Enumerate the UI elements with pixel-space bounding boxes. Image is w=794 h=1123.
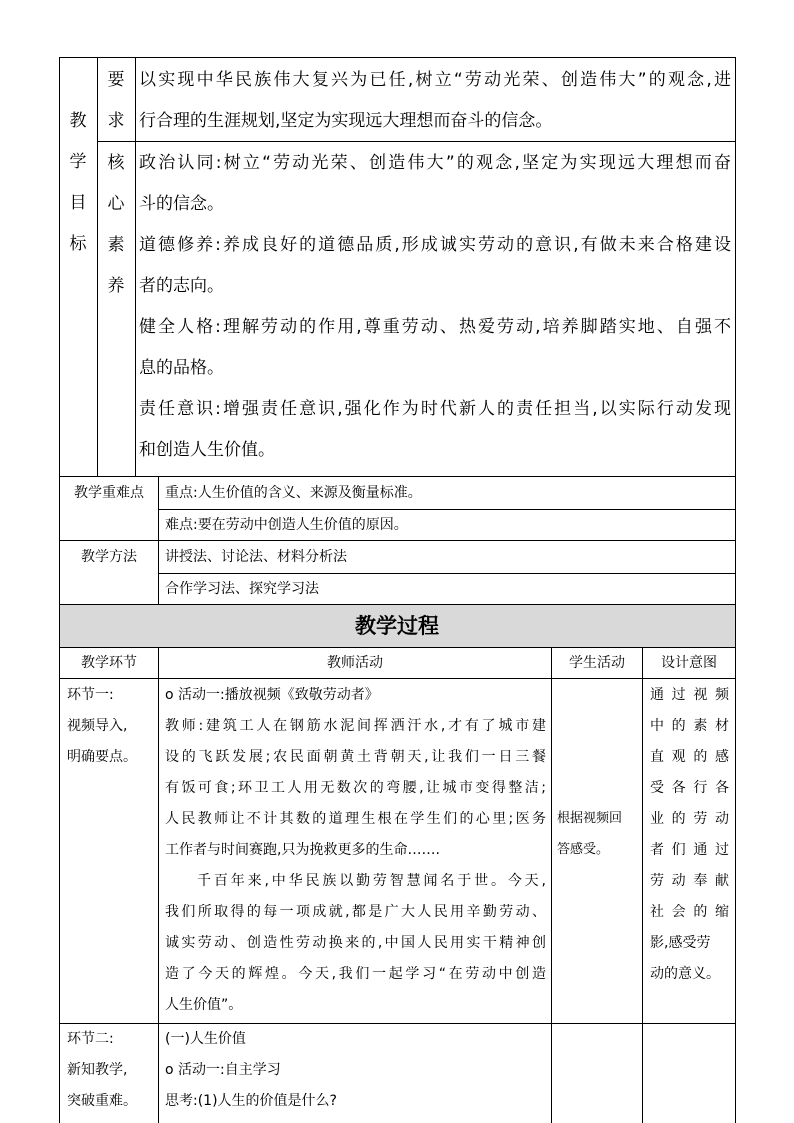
intent-line: 业的劳动 — [650, 811, 729, 827]
intent-line: 受各行各 — [650, 780, 729, 796]
literacy-label-char: 核 — [107, 153, 125, 173]
teacher-line: 教师:建筑工人在钢筋水泥间挥洒汗水,才有了城市建 — [165, 718, 546, 734]
teacher-line: 有饭可食;环卫工人用无数次的弯腰,让城市变得整洁; — [165, 780, 546, 796]
intent-line: 影,感受劳 — [650, 935, 711, 951]
column-header-stage: 教学环节 — [81, 655, 137, 671]
teacher-line: 千百年来,中华民族以勤劳智慧闻名于世。今天, — [197, 873, 546, 889]
teacher-line: 工作者与时间赛跑,只为挽救更多的生命……. — [165, 842, 440, 858]
literacy-line: 政治认同:树立“劳动光荣、创造伟大”的观念,坚定为实现远大理想而奋 — [139, 153, 731, 173]
column-header-intent: 设计意图 — [661, 655, 717, 671]
key-points-label: 教学重难点 — [74, 485, 144, 501]
methods-line: 讲授法、讨论法、材料分析法 — [165, 549, 347, 565]
teacher-activity-2 — [165, 1024, 546, 1117]
requirement-line: 以实现中华民族伟大复兴为已任,树立“劳动光荣、创造伟大”的观念,进 — [139, 70, 731, 90]
teacher-line: o 活动一:自主学习 — [165, 1062, 281, 1078]
teacher-line: o 活动一:播放视频《致敬劳动者》 — [165, 687, 379, 703]
objectives-label-char: 学 — [69, 152, 87, 172]
teacher-line: (一)人生价值 — [165, 1031, 246, 1047]
literacy-line: 道德修养:养成良好的道德品质,形成诚实劳动的意识,有做未来合格建设 — [139, 235, 731, 255]
stage-line: 明确要点。 — [67, 749, 137, 765]
requirement-label-char: 要 — [107, 70, 125, 90]
teacher-line: 设的飞跃发展;农民面朝黄土背朝天,让我们一日三餐 — [165, 749, 546, 765]
intent-line: 劳动奉献 — [650, 873, 729, 889]
requirement-text — [139, 60, 731, 142]
teacher-line: 造了今天的辉煌。今天,我们一起学习“在劳动中创造 — [165, 966, 546, 982]
design-intent-1 — [650, 680, 729, 990]
stage-2 — [67, 1024, 155, 1117]
teacher-line: 诚实劳动、创造性劳动换来的,中国人民用实干精神创 — [165, 935, 546, 951]
literacy-line: 和创造人生价值。 — [139, 440, 275, 460]
key-points-difficulty: 难点:要在劳动中创造人生价值的原因。 — [165, 517, 408, 533]
requirement-line: 行合理的生涯规划,坚定为实现远大理想而奋斗的信念。 — [139, 111, 553, 131]
stage-line: 突破重难。 — [67, 1093, 137, 1109]
methods-line: 合作学习法、探究学习法 — [165, 581, 319, 597]
teacher-activity-1 — [165, 680, 546, 1021]
literacy-label-char: 素 — [107, 235, 125, 255]
process-title: 教学过程 — [355, 614, 439, 638]
column-header-student: 学生活动 — [569, 655, 625, 671]
literacy-line: 健全人格:理解劳动的作用,尊重劳动、热爱劳动,培养脚踏实地、自强不 — [139, 317, 731, 337]
stage-line: 环节一: — [67, 687, 114, 703]
stage-line: 环节二: — [67, 1031, 114, 1047]
column-header-teacher: 教师活动 — [327, 655, 383, 671]
intent-line: 通过视频 — [650, 687, 729, 703]
key-points-focus: 重点:人生价值的含义、来源及衡量标准。 — [165, 485, 422, 501]
teacher-line: 我们所取得的每一项成就,都是广大人民用辛勤劳动、 — [165, 904, 546, 920]
literacy-line: 息的品格。 — [139, 358, 224, 378]
intent-line: 动的意义。 — [650, 966, 720, 982]
teacher-line: 人民教师让不计其数的道理生根在学生们的心里;医务 — [165, 811, 546, 827]
literacy-text — [139, 143, 731, 471]
intent-line: 者们通过 — [650, 842, 729, 858]
stage-line: 新知教学, — [67, 1062, 128, 1078]
stage-1 — [67, 680, 155, 773]
intent-line: 直观的感 — [650, 749, 729, 765]
teacher-line: 人生价值”。 — [165, 997, 243, 1013]
objectives-label-char: 教 — [69, 111, 87, 131]
literacy-label-char: 养 — [107, 276, 125, 296]
literacy-line: 责任意识:增强责任意识,强化作为时代新人的责任担当,以实际行动发现 — [139, 399, 731, 419]
objectives-label-char: 标 — [69, 234, 87, 254]
literacy-label-char: 心 — [107, 194, 125, 214]
literacy-line: 斗的信念。 — [139, 194, 224, 214]
stage-line: 视频导入, — [67, 718, 128, 734]
objectives-label-char: 目 — [69, 193, 87, 213]
student-activity-1 — [557, 803, 639, 865]
intent-line: 中的素材 — [650, 718, 729, 734]
literacy-line: 者的志向。 — [139, 276, 224, 296]
student-line: 答感受。 — [557, 842, 610, 857]
requirement-label-char: 求 — [107, 111, 125, 131]
intent-line: 社会的缩 — [650, 904, 729, 920]
teacher-line: 思考:(1)人生的价值是什么? — [165, 1093, 337, 1109]
student-line: 根据视频回 — [557, 811, 623, 826]
methods-label: 教学方法 — [81, 549, 137, 565]
